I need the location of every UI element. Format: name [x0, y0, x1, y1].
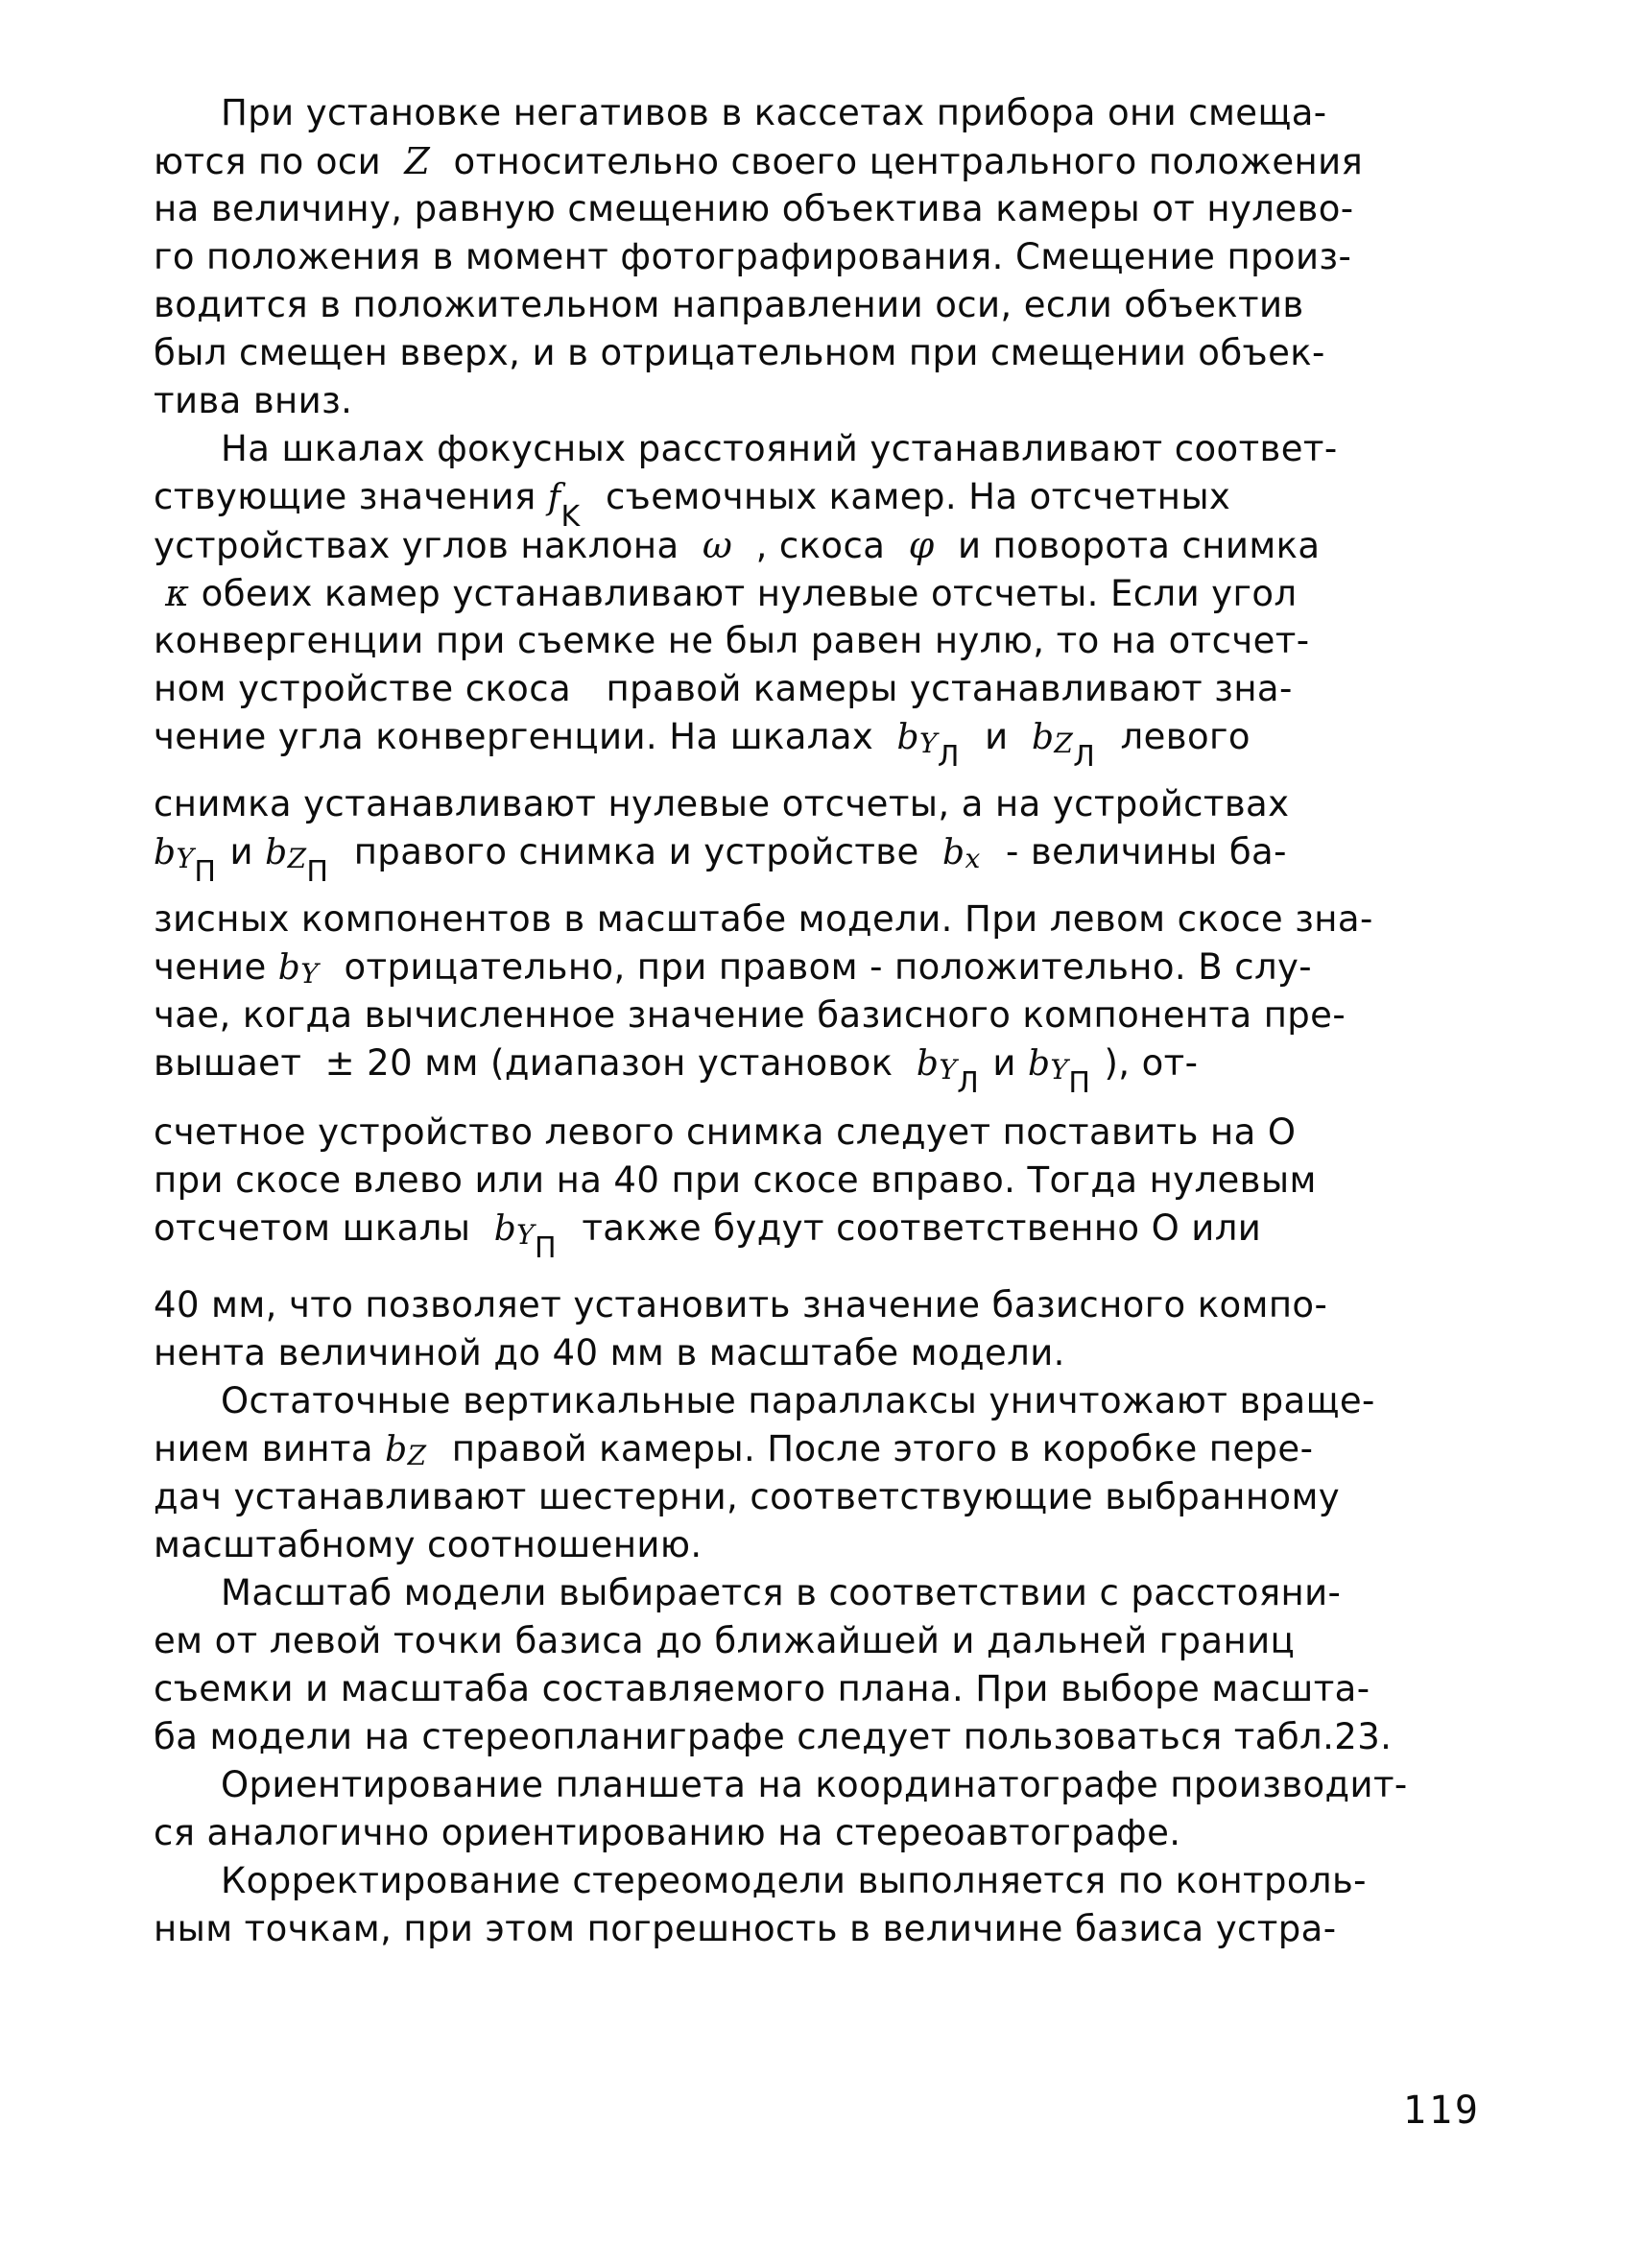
- text-line: при скосе влево или на 40 при скосе вправо. Тогда нулевым: [154, 1159, 1317, 1201]
- text-line: ба модели на стереопланиграфе следует пользоваться табл.23.: [154, 1716, 1393, 1757]
- z-axis-symbol: Z: [404, 140, 431, 182]
- text-line: Остаточные вертикальные параллаксы уничтожают враще-: [221, 1380, 1375, 1421]
- text-line: ем от левой точки базиса до ближайшей и дальней границ: [154, 1620, 1296, 1661]
- by-l-symbol: $b_{YЛ}$: [896, 718, 960, 774]
- text-line: чае, когда вычисленное значение базисного компонента пре-: [154, 994, 1346, 1036]
- bz-symbol: $b_Z$: [385, 1430, 427, 1472]
- text-line: зисных компонентов в масштабе модели. При левом скосе зна-: [154, 898, 1373, 940]
- f-k-symbol: $f_K$: [547, 478, 581, 534]
- text-line: нента величиной до 40 мм в масштабе модели.: [154, 1332, 1065, 1373]
- bx-symbol: $b_x$: [942, 833, 981, 875]
- text-line: 40 мм, что позволяет установить значение базисного компо-: [154, 1284, 1328, 1325]
- text-line: был смещен вверх, и в отрицательном при смещении объек-: [154, 332, 1325, 373]
- text-line: Масштаб модели выбирается в соответствии с расстояни-: [221, 1572, 1342, 1613]
- omega-symbol: ω: [702, 524, 733, 566]
- kappa-symbol: κ: [165, 572, 190, 614]
- by-p-symbol: $b_{YП}$: [1027, 1044, 1091, 1100]
- text-line: На шкалах фокусных расстояний устанавливают соответ-: [221, 428, 1338, 469]
- text-line: κ обеих камер устанавливают нулевые отсчеты. Если угол: [165, 572, 1298, 614]
- text-line: тива вниз.: [154, 380, 353, 421]
- text-line: счетное устройство левого снимка следует поставить на О: [154, 1111, 1297, 1153]
- text-line: отсчетом шкалы $b_{YП}$ также будут соответственно О или: [154, 1207, 1262, 1265]
- text-line: вышает ± 20 мм (диапазон установок $b_{YЛ}$ и $b_{YП}$ ), от-: [154, 1042, 1199, 1100]
- text-line: При установке негативов в кассетах прибора они смеща-: [221, 92, 1327, 133]
- text-line: ся аналогично ориентированию на стереоавтографе.: [154, 1812, 1181, 1853]
- text-line: нием винта $b_Z$ правой камеры. После этого в коробке пере-: [154, 1428, 1314, 1472]
- text-line: $b_{YП}$ и $b_{ZП}$ правого снимка и устройстве $b_x$ - величины ба-: [154, 831, 1287, 889]
- text-line: конвергенции при съемке не был равен нулю, то на отсчет-: [154, 620, 1310, 661]
- by-p-symbol: $b_{YП}$: [154, 833, 217, 889]
- text-line: снимка устанавливают нулевые отсчеты, а на устройствах: [154, 783, 1290, 824]
- text-line: го положения в момент фотографирования. Смещение произ-: [154, 236, 1352, 277]
- page-number: 119: [1402, 2089, 1481, 2133]
- text-line: ном устройстве скоса правой камеры устанавливают зна-: [154, 668, 1293, 709]
- bz-p-symbol: $b_{ZП}$: [265, 833, 329, 889]
- bz-l-symbol: $b_{ZЛ}$: [1031, 718, 1096, 774]
- text-line: Ориентирование планшета на координатографе производит-: [221, 1764, 1408, 1805]
- text-line: чение $b_Y$ отрицательно, при правом - положительно. В слу-: [154, 946, 1313, 991]
- text-line: Корректирование стереомодели выполняется по контроль-: [221, 1860, 1367, 1901]
- text-line: водится в положительном направлении оси, если объектив: [154, 284, 1304, 325]
- by-symbol: $b_Y$: [277, 948, 320, 991]
- text-line: ным точкам, при этом погрешность в величине базиса устра-: [154, 1908, 1337, 1949]
- text-line: масштабному соотношению.: [154, 1524, 703, 1565]
- text-line: чение угла конвергенции. На шкалах $b_{YЛ}$ и $b_{ZЛ}$ левого: [154, 716, 1251, 774]
- by-p-symbol: $b_{YП}$: [493, 1209, 558, 1265]
- text-line: дач устанавливают шестерни, соответствующие выбранному: [154, 1476, 1341, 1517]
- text-line: съемки и масштаба составляемого плана. При выборе масшта-: [154, 1668, 1370, 1709]
- text-line: ствующие значения $f_K$ съемочных камер. На отсчетных: [154, 476, 1231, 534]
- phi-symbol: φ: [908, 524, 935, 566]
- text-line: ются по оси Z относительно своего центрального положения: [154, 140, 1364, 182]
- text-line: устройствах углов наклона ω , скоса φ и поворота снимка: [154, 524, 1321, 566]
- text-line: на величину, равную смещению объектива камеры от нулево-: [154, 188, 1354, 229]
- by-l-symbol: $b_{YЛ}$: [916, 1044, 980, 1100]
